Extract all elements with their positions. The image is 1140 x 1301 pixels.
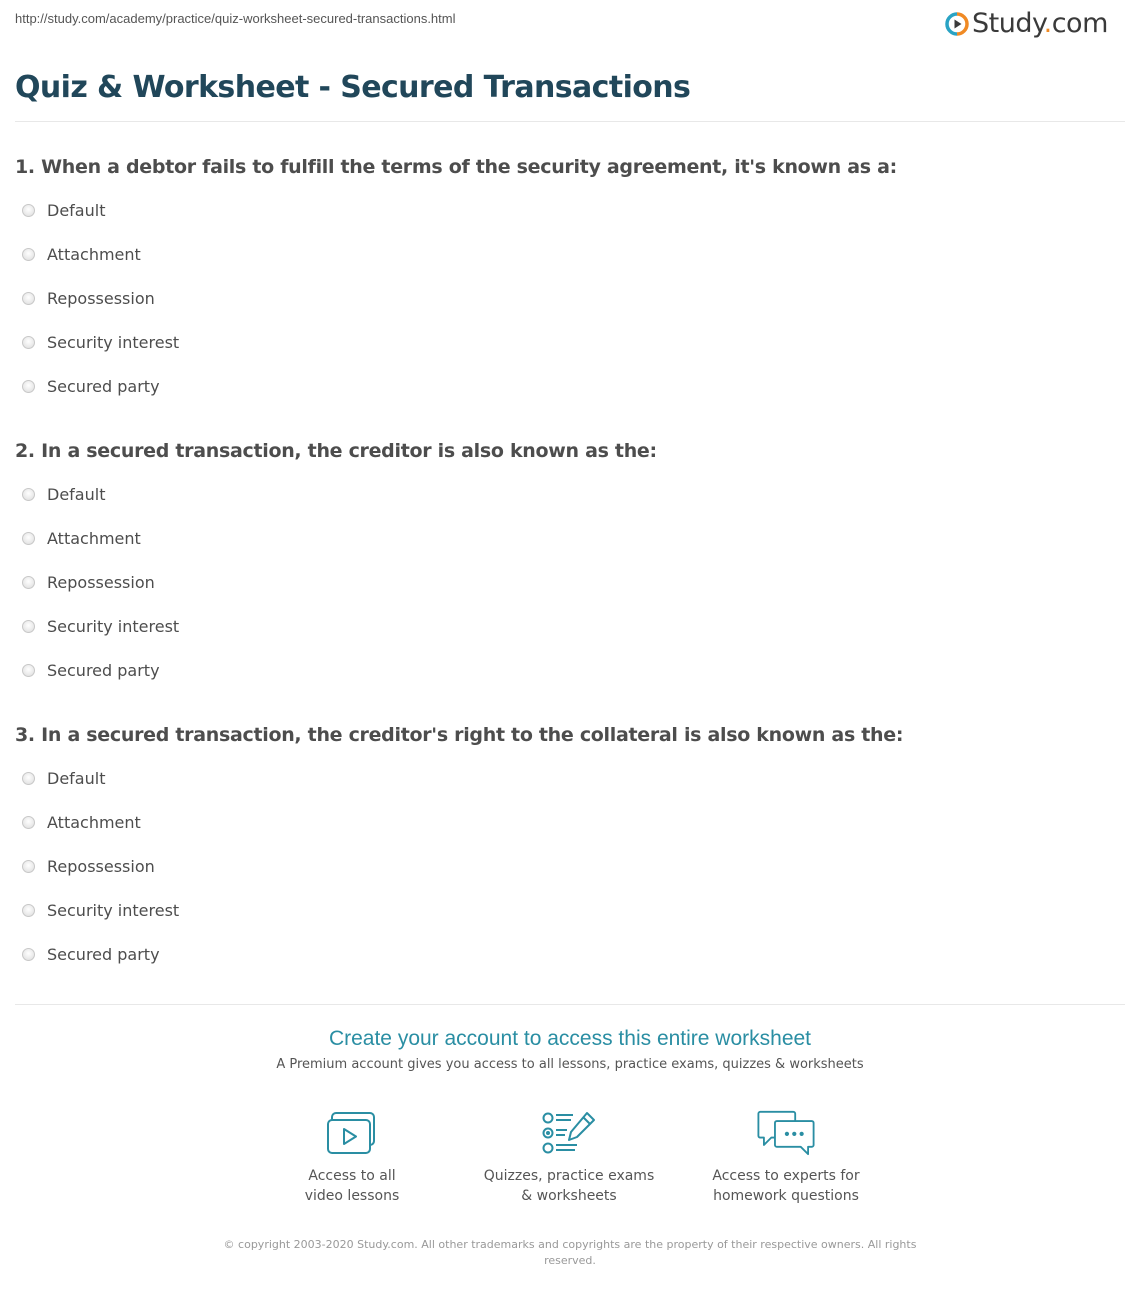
feature-quizzes: Quizzes, practice exams & worksheets	[469, 1110, 669, 1206]
q3-option-default[interactable]: Default	[22, 768, 105, 788]
q2-option-repossession[interactable]: Repossession	[22, 572, 155, 592]
question-3: 3. In a secured transaction, the creditor's right to the collateral is also known as the:	[15, 724, 904, 746]
logo-wordmark: Study.com	[972, 8, 1108, 39]
radio-icon[interactable]	[22, 664, 35, 677]
radio-icon[interactable]	[22, 336, 35, 349]
q3-option-attachment[interactable]: Attachment	[22, 812, 141, 832]
q2-option-security-interest[interactable]: Security interest	[22, 616, 179, 636]
page-url: http://study.com/academy/practice/quiz-worksheet-secured-transactions.html	[15, 11, 456, 26]
q3-option-repossession[interactable]: Repossession	[22, 856, 155, 876]
radio-icon[interactable]	[22, 488, 35, 501]
quiz-checklist-icon	[541, 1110, 597, 1156]
q2-option-attachment[interactable]: Attachment	[22, 528, 141, 548]
radio-icon[interactable]	[22, 620, 35, 633]
radio-icon[interactable]	[22, 248, 35, 261]
cta-subtitle: A Premium account gives you access to all lessons, practice exams, quizzes & worksheets	[276, 1057, 864, 1072]
create-account-link[interactable]: Create your account to access this entire worksheet	[328, 1027, 812, 1050]
play-logo-icon	[945, 12, 969, 36]
radio-icon[interactable]	[22, 904, 35, 917]
radio-icon[interactable]	[22, 380, 35, 393]
video-lessons-icon	[326, 1110, 378, 1156]
q1-option-secured-party[interactable]: Secured party	[22, 376, 160, 396]
radio-icon[interactable]	[22, 532, 35, 545]
q3-option-security-interest[interactable]: Security interest	[22, 900, 179, 920]
page-title: Quiz & Worksheet - Secured Transactions	[15, 70, 691, 105]
radio-icon[interactable]	[22, 948, 35, 961]
radio-icon[interactable]	[22, 292, 35, 305]
radio-icon[interactable]	[22, 816, 35, 829]
expert-chat-icon	[754, 1110, 818, 1156]
q1-option-security-interest[interactable]: Security interest	[22, 332, 179, 352]
study-logo[interactable]	[945, 8, 1108, 39]
radio-icon[interactable]	[22, 860, 35, 873]
content-divider	[15, 1004, 1125, 1005]
copyright-notice: © copyright 2003-2020 Study.com. All other trademarks and copyrights are the property of their respective owners. All rights reserved.	[223, 1238, 917, 1267]
q1-option-default[interactable]: Default	[22, 200, 105, 220]
radio-icon[interactable]	[22, 576, 35, 589]
question-1: 1. When a debtor fails to fulfill the terms of the security agreement, it's known as a:	[15, 156, 897, 178]
radio-icon[interactable]	[22, 204, 35, 217]
q2-option-default[interactable]: Default	[22, 484, 105, 504]
q1-option-repossession[interactable]: Repossession	[22, 288, 155, 308]
question-2: 2. In a secured transaction, the creditor is also known as the:	[15, 440, 657, 462]
radio-icon[interactable]	[22, 772, 35, 785]
q2-option-secured-party[interactable]: Secured party	[22, 660, 160, 680]
q1-option-attachment[interactable]: Attachment	[22, 244, 141, 264]
feature-video-lessons: Access to all video lessons	[252, 1110, 452, 1206]
feature-experts: Access to experts for homework questions	[686, 1110, 886, 1206]
q3-option-secured-party[interactable]: Secured party	[22, 944, 160, 964]
title-divider	[15, 121, 1125, 122]
